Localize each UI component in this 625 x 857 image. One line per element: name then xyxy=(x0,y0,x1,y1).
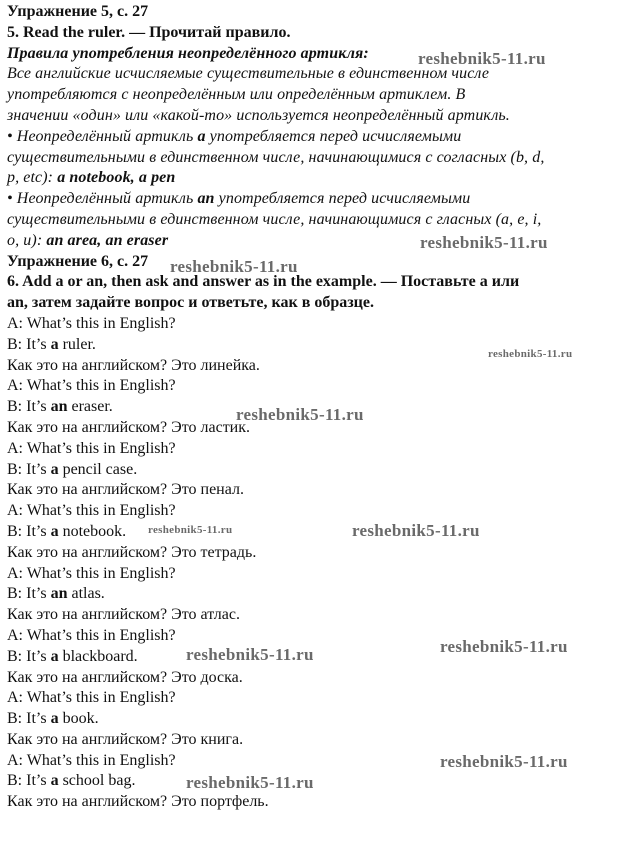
dialogue-question: A: What’s this in English? xyxy=(7,564,176,582)
watermark: reshebnik5-11.ru xyxy=(170,257,298,276)
exercise-5-task: 5. Read the ruler. — Прочитай правило. xyxy=(7,23,291,41)
exercise-6-task: an, затем задайте вопрос и ответьте, как в образце. xyxy=(7,294,374,312)
rule-line: существительными в единственном числе, начинающимися с гласных (a, e, i, xyxy=(7,210,542,228)
rule-line: существительными в единственном числе, начинающимися с согласных (b, d, xyxy=(7,148,545,166)
exercise-6-title: Упражнение 6, с. 27 xyxy=(7,252,149,270)
dialogue-translation: Как это на английском? Это тетрадь. xyxy=(7,543,257,561)
watermark: reshebnik5-11.ru xyxy=(418,49,546,68)
rule-heading: Правила употребления неопределённого артикля: xyxy=(7,44,369,62)
dialogue-answer: B: It’s a blackboard. xyxy=(7,647,138,665)
watermark: reshebnik5-11.ru xyxy=(236,405,364,424)
dialogue-answer: B: It’s an eraser. xyxy=(7,398,113,416)
rule-line: p, etc): a notebook, a pen xyxy=(7,169,176,187)
rule-line: Все английские исчисляемые существительные в единственном числе xyxy=(7,65,490,83)
article: a xyxy=(50,335,59,353)
dialogue-answer: B: It’s a notebook. xyxy=(7,522,127,540)
dialogue-translation: Как это на английском? Это доска. xyxy=(7,668,243,686)
watermark: reshebnik5-11.ru xyxy=(488,348,573,360)
rule-bullet-a: • Неопределённый артикль a употребляется перед исчисляемыми xyxy=(7,127,462,145)
dialogue-question: A: What’s this in English? xyxy=(7,689,176,707)
article: a xyxy=(50,710,59,728)
dialogue-translation: Как это на английском? Это портфель. xyxy=(7,793,269,811)
article: a xyxy=(50,522,59,540)
article: an xyxy=(50,398,68,416)
dialogue-translation: Как это на английском? Это пенал. xyxy=(7,481,244,499)
watermark: reshebnik5-11.ru xyxy=(352,521,480,540)
rule-bullet-an: • Неопределённый артикль an употребляется перед исчисляемыми xyxy=(7,190,471,208)
watermark: reshebnik5-11.ru xyxy=(186,773,314,792)
dialogue-question: A: What’s this in English? xyxy=(7,314,176,332)
dialogue-translation: Как это на английском? Это атлас. xyxy=(7,606,240,624)
article: a xyxy=(50,772,59,790)
dialogue-answer: B: It’s a pencil case. xyxy=(7,460,138,478)
watermark: reshebnik5-11.ru xyxy=(440,752,568,771)
article: a xyxy=(50,647,59,665)
dialogue-question: A: What’s this in English? xyxy=(7,751,176,769)
dialogue-answer: B: It’s a school bag. xyxy=(7,772,136,790)
rule-block xyxy=(7,44,619,252)
rule-line: o, u): an area, an eraser xyxy=(7,231,169,249)
exercise-5-title: Упражнение 5, с. 27 xyxy=(7,3,149,20)
article: an xyxy=(50,585,68,603)
rule-line: значении «один» или «какой-то» используется неопределённый артикль. xyxy=(7,106,510,124)
dialogue-list xyxy=(7,314,619,813)
rule-line: употребляются с неопределённым или определённым артиклем. В xyxy=(7,86,466,104)
dialogue-translation: Как это на английском? Это ластик. xyxy=(7,418,251,436)
watermark: reshebnik5-11.ru xyxy=(148,524,233,536)
dialogue-question: A: What’s this in English? xyxy=(7,626,176,644)
dialogue-answer: B: It’s a book. xyxy=(7,710,99,728)
exercise-6-task: 6. Add a or an, then ask and answer as in the example. — Поставьте a или xyxy=(7,273,520,291)
dialogue-answer: B: It’s a ruler. xyxy=(7,335,96,353)
watermark: reshebnik5-11.ru xyxy=(440,637,568,656)
dialogue-question: A: What’s this in English? xyxy=(7,439,176,457)
dialogue-answer: B: It’s an atlas. xyxy=(7,585,105,603)
dialogue-question: A: What’s this in English? xyxy=(7,502,176,520)
watermark: reshebnik5-11.ru xyxy=(420,233,548,252)
watermark: reshebnik5-11.ru xyxy=(186,645,314,664)
dialogue-translation: Как это на английском? Это книга. xyxy=(7,730,244,748)
dialogue-question: A: What’s this in English? xyxy=(7,377,176,395)
dialogue-translation: Как это на английском? Это линейка. xyxy=(7,356,260,374)
article: a xyxy=(50,460,59,478)
